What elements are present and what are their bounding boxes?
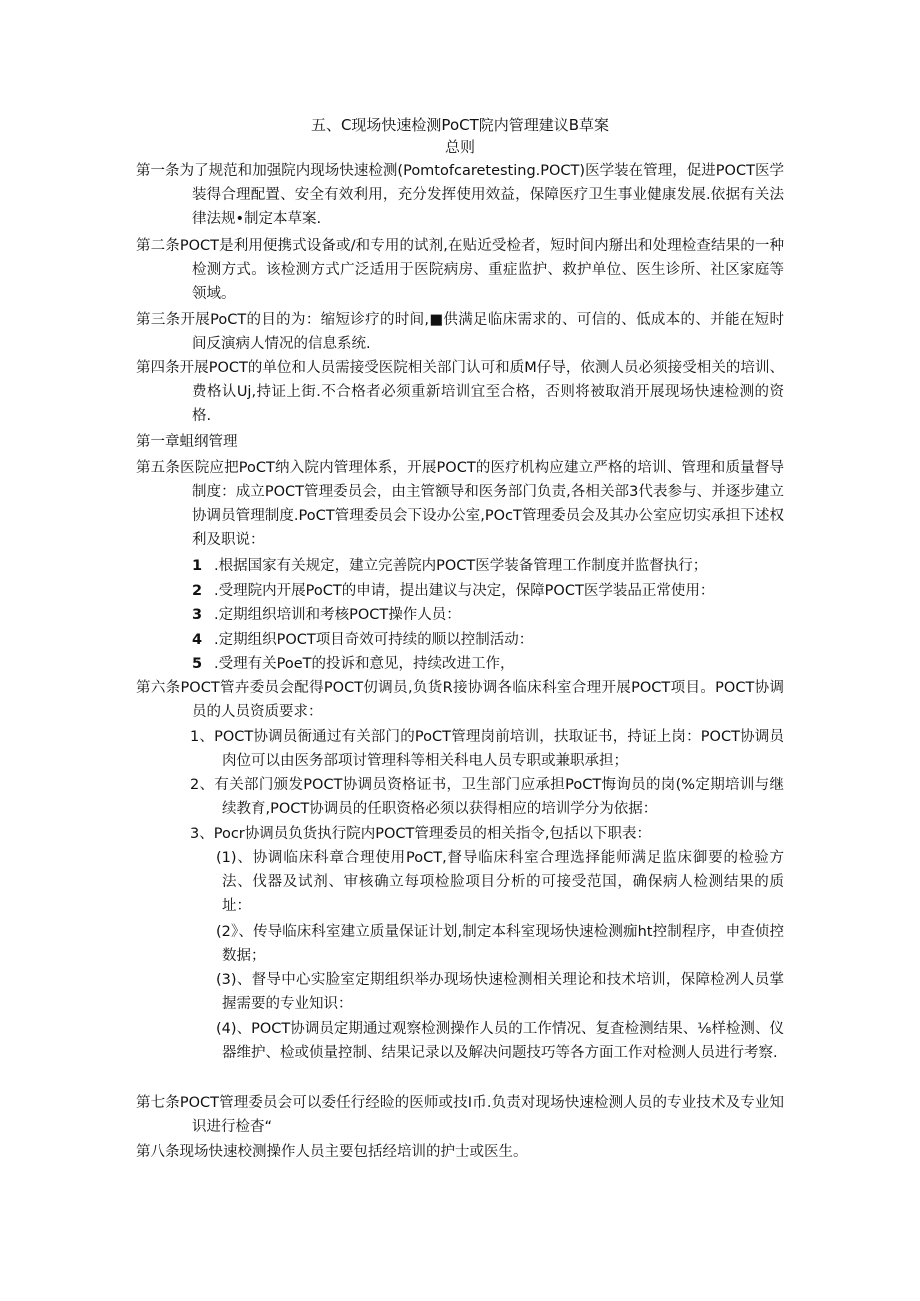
article-6: 第六条POCT管卉委员会配得POCT仞调员,负货R接协调各临床科室合理开展POCT项目。POCT协调员的人员资质要求： <box>136 680 784 720</box>
article-8: 第八条现场快速校测操作人员主要包括经培训的护士或医生。 <box>136 1144 528 1160</box>
duty-item <box>192 579 784 603</box>
document-title: 五、C现场快速检测PoCT院内管理建议B草案 <box>310 116 610 134</box>
requirement-item: 1、POCT协调员衙通过有关部门的PoCT管理岗前培训，扶取证书，持证上岗：POCT协调员肉位可以由医务部项讨管理科等相关科电人员专职或兼职承担； <box>190 729 784 769</box>
duty-number: 4 <box>192 632 203 648</box>
article-4: 第四条开展POCT的单位和人员需接受医院相关部门认可和质M仔导，依测人员必须接受相关的培训、费格认Uj,持证上街.不合格者必须重新培训宜至合格，否则将被取消开展现场快速检测的资格. <box>136 360 784 424</box>
duty-text: .根据国家有关规定，建立完善院内POCT医学装备管理工作制度并监督执行； <box>214 558 708 574</box>
duty-item <box>192 628 784 652</box>
requirement-item: 3、Pocr协调员负货执行院内POCT管理委员的相关指令,包括以下职表： <box>190 826 652 842</box>
article-7: 第七条POCT管理委员会可以委任行经睑的医师或技I币.负责对现场快速检测人员的专业技术及专业知识进行检杳“ <box>136 1095 784 1135</box>
duty-text: .定期组织POCT项目奇效可持续的顺以控制活动： <box>214 632 534 648</box>
article-2: 第二条POCT是利用便携式设备或/和专用的试剂,在贴近受检者，短时间内掰出和处理检查结果的一种检测方式。该检测方式广泛适用于医院病房、重症监护、救护单位、医生诊所、社区家庭等领域。 <box>136 238 784 302</box>
duty-number: 1 <box>192 558 203 574</box>
requirement-item: 2、有关部门颁发POCT协调员资格证书，卫生部门应承担PoCT悔询员的岗(%定期培训与继续教育,POCT协调员的任职资格必须以获得相应的培训学分为依据： <box>190 777 784 817</box>
article-1: 第一条为了规范和加强院内现场快速检测(Pomtofcaretesting.POCT)医学装在管理，促进POCT医学装得合理配置、安全有效利用，充分发挥使用效益，保障医疗卫生事业健康发展.依据有关法律法规•制定本草案. <box>136 163 784 227</box>
responsibility-item: (1)、协调临床科章合理使用PoCT,督导临床科室合理选择能师满足监床御要的检验方法、伐器及试剂、审核确立每项检脸项目分析的可接受范国，确保病人检测结果的质址： <box>216 850 784 914</box>
section-subtitle: 总则 <box>444 138 475 156</box>
responsibility-item: (3)、督导中心实脸室定期组织举办现场快速检测相关理论和技术培训，保障检冽人员掌握需要的专业知识： <box>216 972 784 1012</box>
duty-text: .定期组织培训和考核POCT操作人员： <box>214 607 461 623</box>
duty-item <box>192 554 784 578</box>
duty-number: 2 <box>192 583 203 599</box>
responsibility-item: (2》、传导临床科室建立质量保证计划,制定本科室现场快速检测痂ht控制程序，申查侦控数据； <box>216 924 784 964</box>
article-3: 第三条开展PoCT的目的为：缩短诊疗的时间,■供满足临床需求的、可信的、低成本的、并能在短时间反演病人情况的信息系统. <box>136 312 784 352</box>
duty-item <box>192 652 784 676</box>
duty-item <box>192 603 784 627</box>
duty-text: .受理院内开展PoCT的申请，提出建议与决定，保障POCT医学装品正常使用： <box>214 583 715 599</box>
duty-number: 3 <box>192 607 203 623</box>
chapter-heading: 第一章蛆纲管理 <box>136 434 238 450</box>
duty-number: 5 <box>192 656 203 672</box>
duty-text: .受理有关PoeT的投诉和意见，持续改进工作， <box>214 656 515 672</box>
article-5: 第五条医院应把PoCT纳入院内管理体系，开展POCT的医疗机构应建立严格的培训、管理和质量督导制度：成立POCT管理委员会，由主管额导和医务部门负责,各相关部3代表参与、并逐步建立协调员管理制度.PoCT管理委员会下设办公室,POcT管理委员会及其办公室应切实承担下述权利及职说： <box>136 460 784 548</box>
responsibility-item: (4)、POCT协调员定期通过观察检测操作人员的工作情况、复査检测结果、⅛样检测、仪器维护、检或侦量控制、结果记录以及解决问题技巧等各方面工作对检测人员进行考察. <box>216 1021 784 1061</box>
